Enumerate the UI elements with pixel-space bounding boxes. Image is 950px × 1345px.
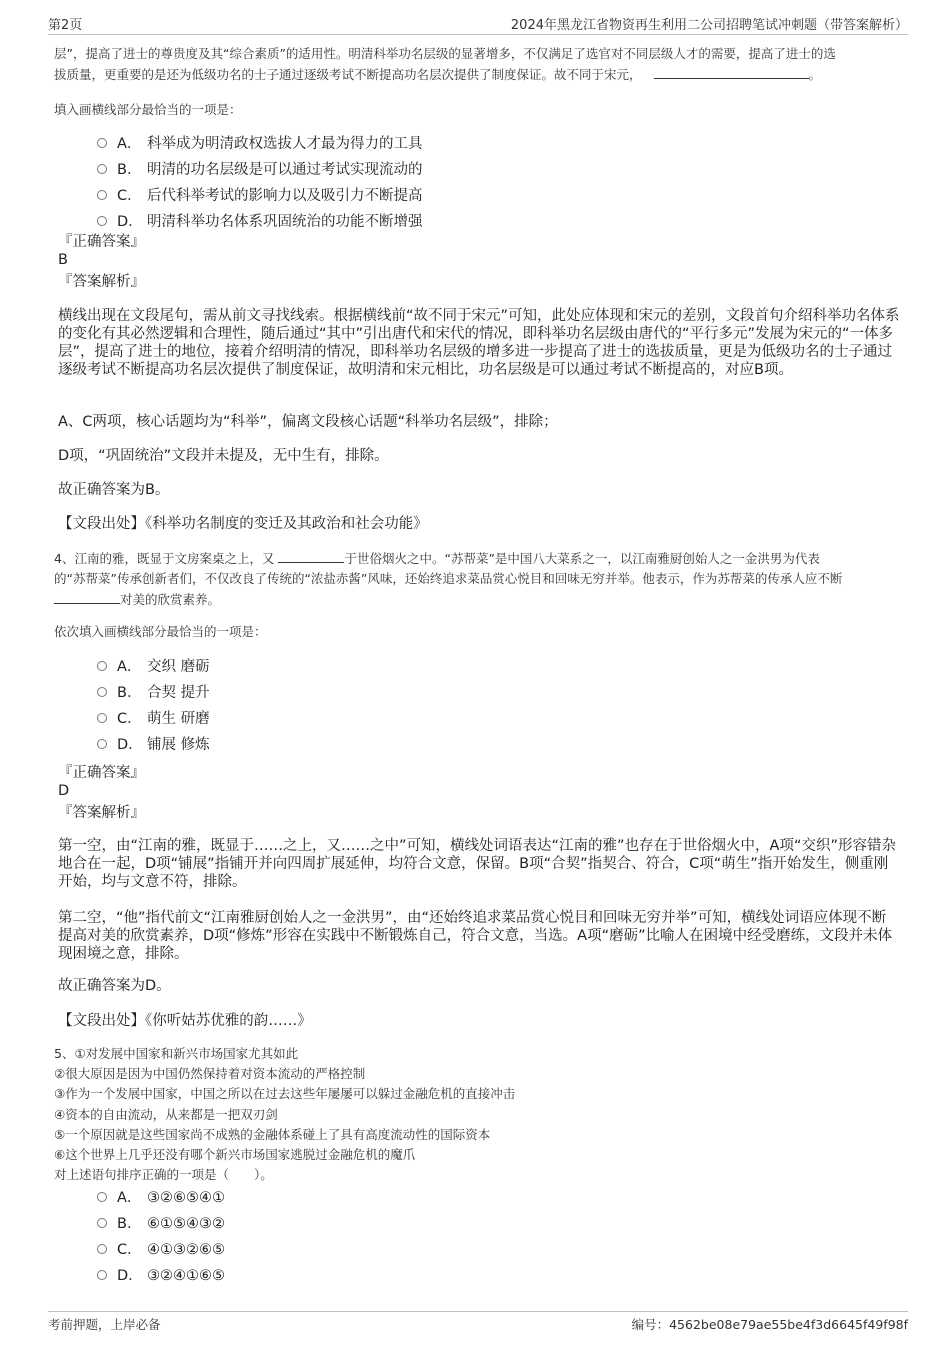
- source-citation: 【文段出处】《你听姑苏优雅的韵……》: [58, 1013, 312, 1029]
- q4-stem: [54, 548, 904, 610]
- radio-icon[interactable]: [97, 164, 107, 174]
- footer-slogan: 考前押题，上岸必备: [48, 1317, 161, 1332]
- answer-value: D: [58, 783, 70, 799]
- radio-icon[interactable]: [97, 1192, 107, 1202]
- q3-passage: [54, 44, 904, 85]
- analysis-paragraph: A、C两项，核心话题均为“科举”，偏离文段核心话题“科举功名层级”，排除；: [58, 414, 558, 430]
- radio-icon[interactable]: [97, 138, 107, 148]
- answer-value: B: [58, 252, 68, 268]
- fill-blank: [278, 548, 344, 563]
- radio-icon[interactable]: [97, 661, 107, 671]
- q3-prompt: 填入画横线部分最恰当的一项是：: [54, 102, 242, 117]
- analysis-paragraph: D项，“巩固统治”文段并未提及，无中生有，排除。: [58, 448, 389, 464]
- q4-prompt: 依次填入画横线部分最恰当的一项是：: [54, 624, 267, 639]
- q5-line: ③作为一个发展中国家，中国之所以在过去这些年屡屡可以躲过金融危机的直接冲击: [54, 1086, 516, 1102]
- q3-option-b[interactable]: B． 明清的功名层级是可以通过考试实现流动的: [97, 160, 423, 180]
- fill-blank: [654, 64, 809, 79]
- radio-icon[interactable]: [97, 1270, 107, 1280]
- q5-line: 5、①对发展中国家和新兴市场国家尤其如此: [54, 1046, 299, 1061]
- q3-passage-line: 拔质量，更重要的是还为低级功名的士子通过逐级考试不断提高功名层次提供了制度保证。故不同于宋元， 。: [54, 64, 904, 85]
- radio-icon[interactable]: [97, 190, 107, 200]
- q4-stem-line: 4、江南的雅，既显于文房案桌之上，又 于世俗烟火之中。“苏帮菜”是中国八大菜系之一，以江南雅厨创始人之一金洪男为代表: [54, 548, 904, 569]
- page-number: 第2页: [48, 18, 83, 33]
- analysis-paragraph: 横线出现在文段尾句，需从前文寻找线索。根据横线前“故不同于宋元”可知，此处应体现和宋元的差别，文段首句介绍科举功名体系的变化有其必然逻辑和合理性，随后通过“其中”引出唐代和宋代的情况，即科举功名层级由唐代的“平行多元”发展为宋元的“一体多层”，提高了进士的地位，接着介绍明清的情况，即科举功名层级的增多进一步提高了进士的选拔质量，更是为低级功名的士子通过逐级考试不断提高功名层次提供了制度保证，故明清和宋元相比，功名层级是可以通过考试不断提高的，对应B项。: [58, 308, 900, 378]
- q5-line: ⑤一个原因就是这些国家尚不成熟的金融体系碰上了具有高度流动性的国际资本: [54, 1126, 491, 1142]
- q4-option-a[interactable]: A． 交织 磨砺: [97, 657, 210, 677]
- analysis-conclusion: 故正确答案为D。: [58, 978, 171, 994]
- radio-icon[interactable]: [97, 713, 107, 723]
- analysis-label: 『答案解析』: [58, 805, 145, 821]
- q4-stem-line: 对美的欣赏素养。: [54, 589, 904, 610]
- q4-stem-line: 的“苏帮菜”传承创新者们，不仅改良了传统的“浓盐赤酱”风味，还始终追求菜品赏心悦目和回味无穷并举。他表示，作为苏帮菜的传承人应不断: [54, 571, 843, 586]
- q5-option-b[interactable]: B． ⑥①⑤④③②: [97, 1214, 225, 1234]
- q5-line: ②很大原因是因为中国仍然保持着对资本流动的严格控制: [54, 1066, 366, 1082]
- answer-label: 『正确答案』: [58, 234, 145, 250]
- q5-prompt: 对上述语句排序正确的一项是（ ）。: [54, 1167, 273, 1183]
- q4-option-d[interactable]: D． 铺展 修炼: [97, 735, 210, 755]
- q3-passage-line: 层”，提高了进士的尊贵度及其“综合素质”的适用性。明清科举功名层级的显著增多，不仅满足了选官对不同层级人才的需要，提高了进士的选: [54, 46, 836, 61]
- page-footer: [48, 1311, 908, 1336]
- source-citation: 【文段出处】《科举功名制度的变迁及其政治和社会功能》: [58, 516, 428, 532]
- document-title: 2024年黑龙江省物资再生利用二公司招聘笔试冲刺题（带答案解析）: [510, 18, 908, 33]
- radio-icon[interactable]: [97, 216, 107, 226]
- page-header: [48, 12, 908, 35]
- analysis-conclusion: 故正确答案为B。: [58, 482, 170, 498]
- q5-line: ④资本的自由流动，从来都是一把双刃剑: [54, 1106, 278, 1122]
- answer-label: 『正确答案』: [58, 765, 145, 781]
- fill-blank: [54, 589, 120, 604]
- q5-option-d[interactable]: D． ③②④①⑥⑤: [97, 1266, 225, 1286]
- analysis-paragraph: 第一空，由“江南的雅，既显于……之上，又……之中”可知，横线处词语表达“江南的雅”也存在于世俗烟火中，A项“交织”形容错杂地合在一起，D项“铺展”指铺开并向四周扩展延伸，均符合文意，保留。B项“合契”指契合、符合，C项“萌生”指开始发生，侧重刚开始，均与文意不符，排除。: [58, 838, 896, 890]
- analysis-paragraph: 第二空，“他”指代前文“江南雅厨创始人之一金洪男”，由“还始终追求菜品赏心悦目和回味无穷并举”可知，横线处词语应体现不断提高对美的欣赏素养，D项“修炼”形容在实践中不断锻炼自己，符合文意，当选。A项“磨砺”比喻人在困境中经受磨练，文段并未体现困境之意，排除。: [58, 910, 893, 962]
- radio-icon[interactable]: [97, 1218, 107, 1228]
- q5-option-c[interactable]: C． ④①③②⑥⑤: [97, 1240, 225, 1260]
- q5-option-a[interactable]: A． ③②⑥⑤④①: [97, 1188, 225, 1208]
- q3-option-a[interactable]: A． 科举成为明清政权选拔人才最为得力的工具: [97, 134, 423, 154]
- q3-option-c[interactable]: C． 后代科举考试的影响力以及吸引力不断提高: [97, 186, 423, 206]
- document-code: 编号：4562be08e79ae55be4f3d6645f49f98f: [631, 1317, 908, 1332]
- radio-icon[interactable]: [97, 687, 107, 697]
- q3-option-d[interactable]: D． 明清科举功名体系巩固统治的功能不断增强: [97, 212, 423, 232]
- q4-option-b[interactable]: B． 合契 提升: [97, 683, 210, 703]
- q4-option-c[interactable]: C． 萌生 研磨: [97, 709, 210, 729]
- q5-line: ⑥这个世界上几乎还没有哪个新兴市场国家逃脱过金融危机的魔爪: [54, 1147, 416, 1163]
- analysis-label: 『答案解析』: [58, 274, 145, 290]
- radio-icon[interactable]: [97, 739, 107, 749]
- radio-icon[interactable]: [97, 1244, 107, 1254]
- q5-sentences: [54, 1044, 515, 1185]
